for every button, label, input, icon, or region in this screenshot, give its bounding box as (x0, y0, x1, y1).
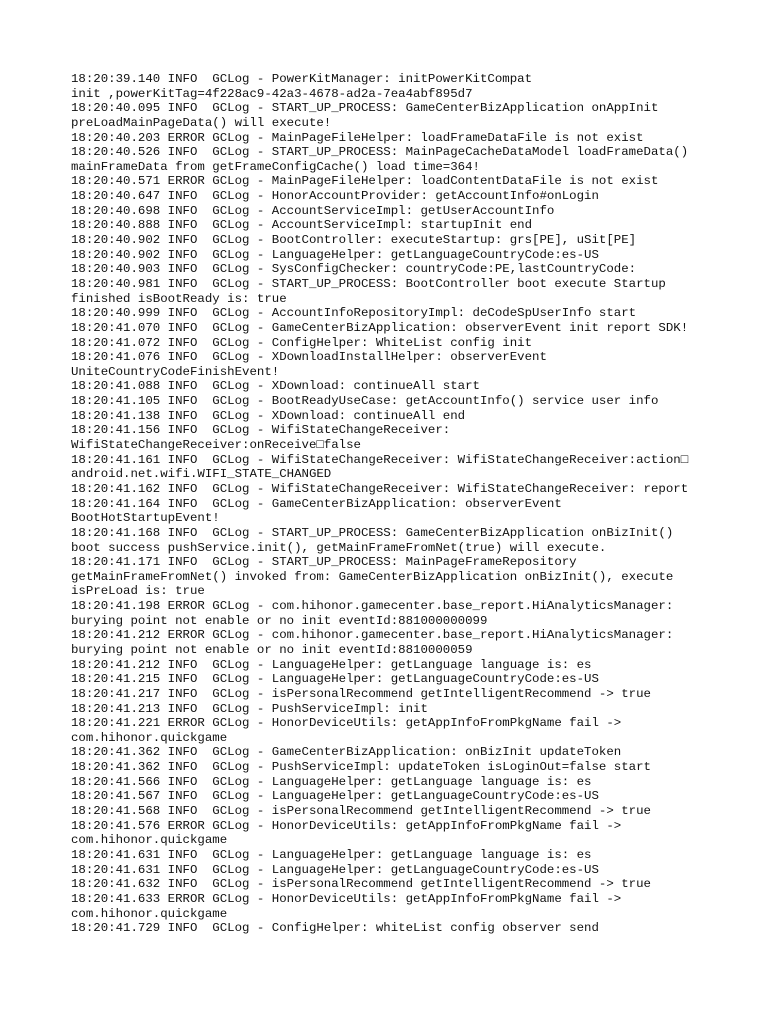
log-line: 18:20:41.566 INFO GCLog - LanguageHelper: getLanguage language is: es (71, 774, 592, 789)
log-line: 18:20:41.072 INFO GCLog - ConfigHelper: WhiteList config init (71, 335, 533, 350)
log-line: 18:20:40.903 INFO GCLog - SysConfigChecker: countryCode:PE,lastCountryCode: (71, 262, 637, 277)
log-line: 18:20:40.095 INFO GCLog - START_UP_PROCESS: GameCenterBizApplication onAppInit (71, 101, 659, 116)
log-line: 18:20:41.198 ERROR GCLog - com.hihonor.gamecenter.base_report.HiAnalyticsManager: (71, 599, 674, 614)
log-line: 18:20:39.140 INFO GCLog - PowerKitManager: initPowerKitCompat (71, 72, 533, 86)
log-line: android.net.wifi.WIFI_STATE_CHANGED (71, 467, 332, 482)
log-line: mainFrameData from getFrameConfigCache() load time=364! (71, 159, 480, 174)
log-line: 18:20:41.088 INFO GCLog - XDownload: continueAll start (71, 379, 480, 394)
log-line: 18:20:41.164 INFO GCLog - GameCenterBizApplication: observerEvent (71, 496, 562, 511)
log-line: 18:20:41.138 INFO GCLog - XDownload: continueAll end (71, 408, 466, 423)
log-line: isPreLoad is: true (71, 584, 205, 599)
log-line: 18:20:40.526 INFO GCLog - START_UP_PROCESS: MainPageCacheDataModel loadFrameData() (71, 145, 689, 160)
log-line: 18:20:41.362 INFO GCLog - GameCenterBizApplication: onBizInit updateToken (71, 745, 622, 760)
log-line: 18:20:41.632 INFO GCLog - isPersonalRecommend getIntelligentRecommend -> true (71, 877, 651, 892)
log-line: 18:20:41.633 ERROR GCLog - HonorDeviceUtils: getAppInfoFromPkgName fail -> (71, 891, 622, 906)
log-line: 18:20:41.161 INFO GCLog - WifiStateChangeReceiver: WifiStateChangeReceiver:action□ (71, 452, 689, 467)
log-line: 18:20:41.105 INFO GCLog - BootReadyUseCase: getAccountInfo() service user info (71, 394, 659, 409)
log-line: finished isBootReady is: true (71, 291, 287, 306)
log-line: 18:20:41.215 INFO GCLog - LanguageHelper: getLanguageCountryCode:es-US (71, 672, 599, 687)
log-line: getMainFrameFromNet() invoked from: GameCenterBizApplication onBizInit(), execute (71, 569, 674, 584)
log-line: 18:20:41.221 ERROR GCLog - HonorDeviceUtils: getAppInfoFromPkgName fail -> (71, 716, 622, 731)
log-line: 18:20:41.076 INFO GCLog - XDownloadInstallHelper: observerEvent (71, 350, 547, 365)
log-line: 18:20:40.999 INFO GCLog - AccountInfoRepositoryImpl: deCodeSpUserInfo start (71, 306, 637, 321)
log-line: burying point not enable or no init eventId:8810000059 (71, 642, 473, 657)
log-line: boot success pushService.init(), getMainFrameFromNet(true) will execute. (71, 540, 607, 555)
log-line: com.hihonor.quickgame (71, 906, 228, 921)
log-line: 18:20:41.162 INFO GCLog - WifiStateChangeReceiver: WifiStateChangeReceiver: report (71, 481, 689, 496)
log-line: 18:20:41.156 INFO GCLog - WifiStateChangeReceiver: (71, 423, 451, 438)
log-line: init ,powerKitTag=4f228ac9-42a3-4678-ad2a-7ea4abf895d7 (71, 86, 473, 101)
log-line: 18:20:41.168 INFO GCLog - START_UP_PROCESS: GameCenterBizApplication onBizInit() (71, 525, 674, 540)
log-line: 18:20:40.647 INFO GCLog - HonorAccountProvider: getAccountInfo#onLogin (71, 189, 599, 204)
log-text-block (71, 72, 751, 936)
log-line: 18:20:40.902 INFO GCLog - LanguageHelper: getLanguageCountryCode:es-US (71, 247, 599, 262)
log-line: 18:20:41.217 INFO GCLog - isPersonalRecommend getIntelligentRecommend -> true (71, 686, 651, 701)
log-line: 18:20:41.567 INFO GCLog - LanguageHelper: getLanguageCountryCode:es-US (71, 789, 599, 804)
log-line: preLoadMainPageData() will execute! (71, 115, 332, 130)
log-line: com.hihonor.quickgame (71, 730, 228, 745)
log-line: 18:20:40.981 INFO GCLog - START_UP_PROCESS: BootController boot execute Startup (71, 276, 666, 291)
log-line: 18:20:40.888 INFO GCLog - AccountServiceImpl: startupInit end (71, 218, 533, 233)
log-line: 18:20:40.571 ERROR GCLog - MainPageFileHelper: loadContentDataFile is not exist (71, 174, 659, 189)
log-line: WifiStateChangeReceiver:onReceive□false (71, 438, 361, 453)
log-line: 18:20:40.698 INFO GCLog - AccountServiceImpl: getUserAccountInfo (71, 203, 555, 218)
log-line: 18:20:40.902 INFO GCLog - BootController: executeStartup: grs[PE], uSit[PE] (71, 233, 637, 248)
log-line: 18:20:41.213 INFO GCLog - PushServiceImpl: init (71, 701, 428, 716)
log-line: BootHotStartupEvent! (71, 511, 220, 526)
log-line: 18:20:41.631 INFO GCLog - LanguageHelper: getLanguageCountryCode:es-US (71, 862, 599, 877)
log-line: com.hihonor.quickgame (71, 833, 228, 848)
log-line: 18:20:41.729 INFO GCLog - ConfigHelper: whiteList config observer send (71, 921, 599, 936)
log-line: burying point not enable or no init eventId:881000000099 (71, 613, 488, 628)
log-line: 18:20:41.568 INFO GCLog - isPersonalRecommend getIntelligentRecommend -> true (71, 804, 651, 819)
log-line: 18:20:41.362 INFO GCLog - PushServiceImpl: updateToken isLoginOut=false start (71, 760, 651, 775)
log-line: 18:20:41.070 INFO GCLog - GameCenterBizApplication: observerEvent init report SDK! (71, 320, 689, 335)
log-line: 18:20:41.631 INFO GCLog - LanguageHelper: getLanguage language is: es (71, 847, 592, 862)
log-line: 18:20:40.203 ERROR GCLog - MainPageFileHelper: loadFrameDataFile is not exist (71, 130, 644, 145)
log-line: 18:20:41.212 INFO GCLog - LanguageHelper: getLanguage language is: es (71, 657, 592, 672)
log-line: UniteCountryCodeFinishEvent! (71, 364, 280, 379)
log-line: 18:20:41.576 ERROR GCLog - HonorDeviceUtils: getAppInfoFromPkgName fail -> (71, 818, 622, 833)
log-line: 18:20:41.171 INFO GCLog - START_UP_PROCESS: MainPageFrameRepository (71, 555, 577, 570)
log-line: 18:20:41.212 ERROR GCLog - com.hihonor.gamecenter.base_report.HiAnalyticsManager: (71, 628, 674, 643)
